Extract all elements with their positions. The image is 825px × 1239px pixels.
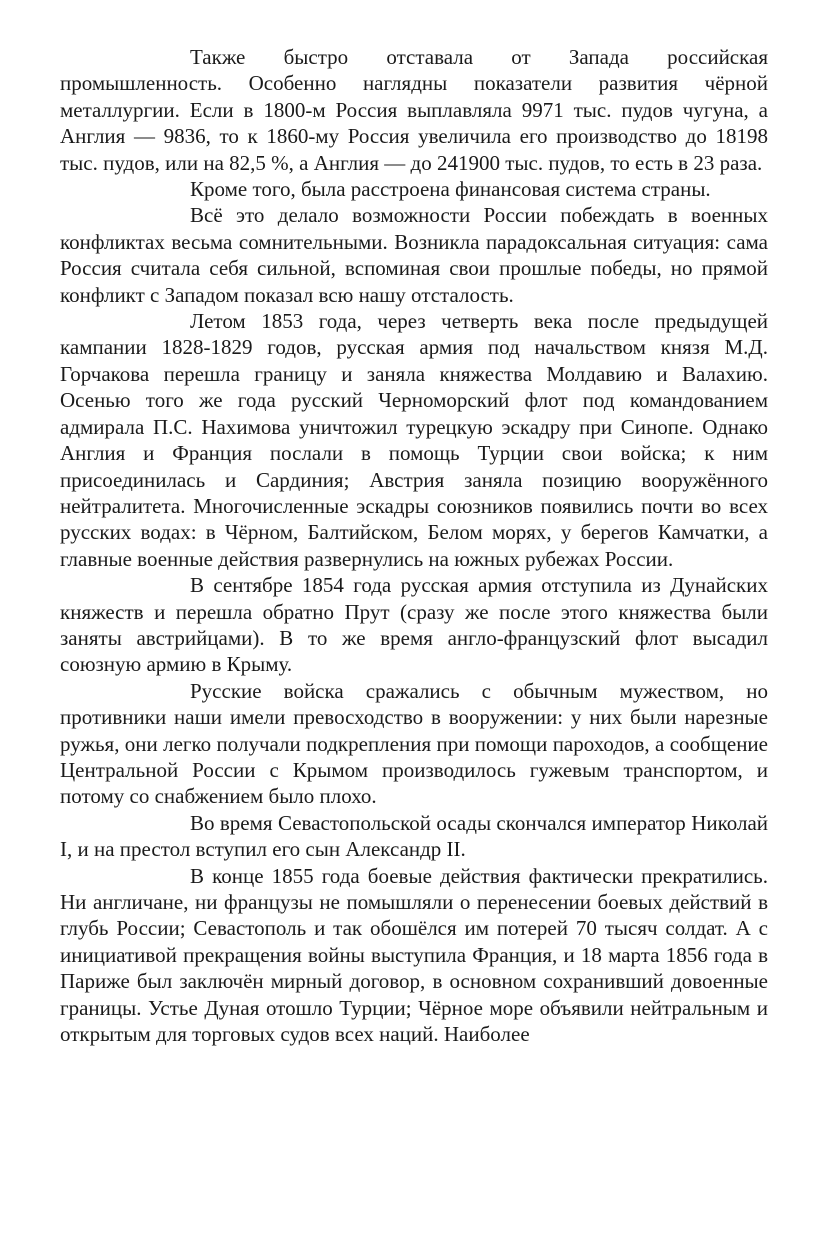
paragraph-september-1854: В сентябре 1854 года русская армия отступила из Дунайских княжеств и перешла обратно Прут (сразу же после этого княжества были заняты австрийцами). В то же время англо-французский флот высадил союзную армию в Крыму. [60, 573, 768, 677]
paragraph-end-1855: В конце 1855 года боевые действия фактически прекратились. Ни англичане, ни французы не помышляли о перенесении боевых действий в глубь России; Севастополь и так обошёлся им потерей 70 тысяч солдат. А с инициативой прекращения войны выступила Франция, и 18 марта 1856 года в Париже был заключён мирный договор, в основном сохранивший довоенные границы. Устье Дуная отошло Турции; Чёрное море объявили нейтральным и открытым для торговых судов всех наций. Наиболее [60, 863, 768, 1047]
document-page [60, 44, 768, 1047]
paragraph-russian-troops: Русские войска сражались с обычным мужеством, но противники наши имели превосходство в вооружении: у них были нарезные ружья, они легко получали подкрепления при помощи пароходов, а сообщение Центральной России с Крымом производилось гужевым транспортом, и потому со снабжением было плохо. [60, 678, 768, 809]
paragraph-finance: Кроме того, была расстроена финансовая система страны. [190, 177, 711, 202]
paragraph-paradox: Всё это делало возможности России побеждать в военных конфликтах весьма сомнительными. Возникла парадоксальная ситуация: сама Россия считала себя сильной, вспоминая свои прошлые победы, но прямой конфликт с Западом показал всю нашу отсталость. [60, 203, 768, 307]
paragraph-sevastopol-siege: Во время Севастопольской осады скончался император Николай I, и на престол вступил его сын Александр II. [60, 810, 768, 862]
paragraph-summer-1853: Летом 1853 года, через четверть века после предыдущей кампании 1828-1829 годов, русская армия под начальством князя М.Д. Горчакова перешла границу и заняла княжества Молдавию и Валахию. Осенью того же года русский Черноморский флот под командованием адмирала П.С. Нахимова уничтожил турецкую эскадру при Синопе. Однако Англия и Франция послали в помощь Турции свои войска; к ним присоединилась и Сардиния; Австрия заняла позицию вооружённого нейтралитета. Многочисленные эскадры союзников появились почти во всех русских водах: в Чёрном, Балтийском, Белом морях, у берегов Камчатки, а главные военные действия развернулись на южных рубежах России. [60, 309, 768, 571]
paragraph-industry-lag: Также быстро отставала от Запада российская промышленность. Особенно наглядны показатели развития чёрной металлургии. Если в 1800-м Россия выплавляла 9971 тыс. пудов чугуна, а Англия — 9836, то к 1860-му Россия увеличила его производство до 18198 тыс. пудов, или на 82,5 %, а Англия — до 241900 тыс. пудов, то есть в 23 раза. [60, 45, 768, 175]
